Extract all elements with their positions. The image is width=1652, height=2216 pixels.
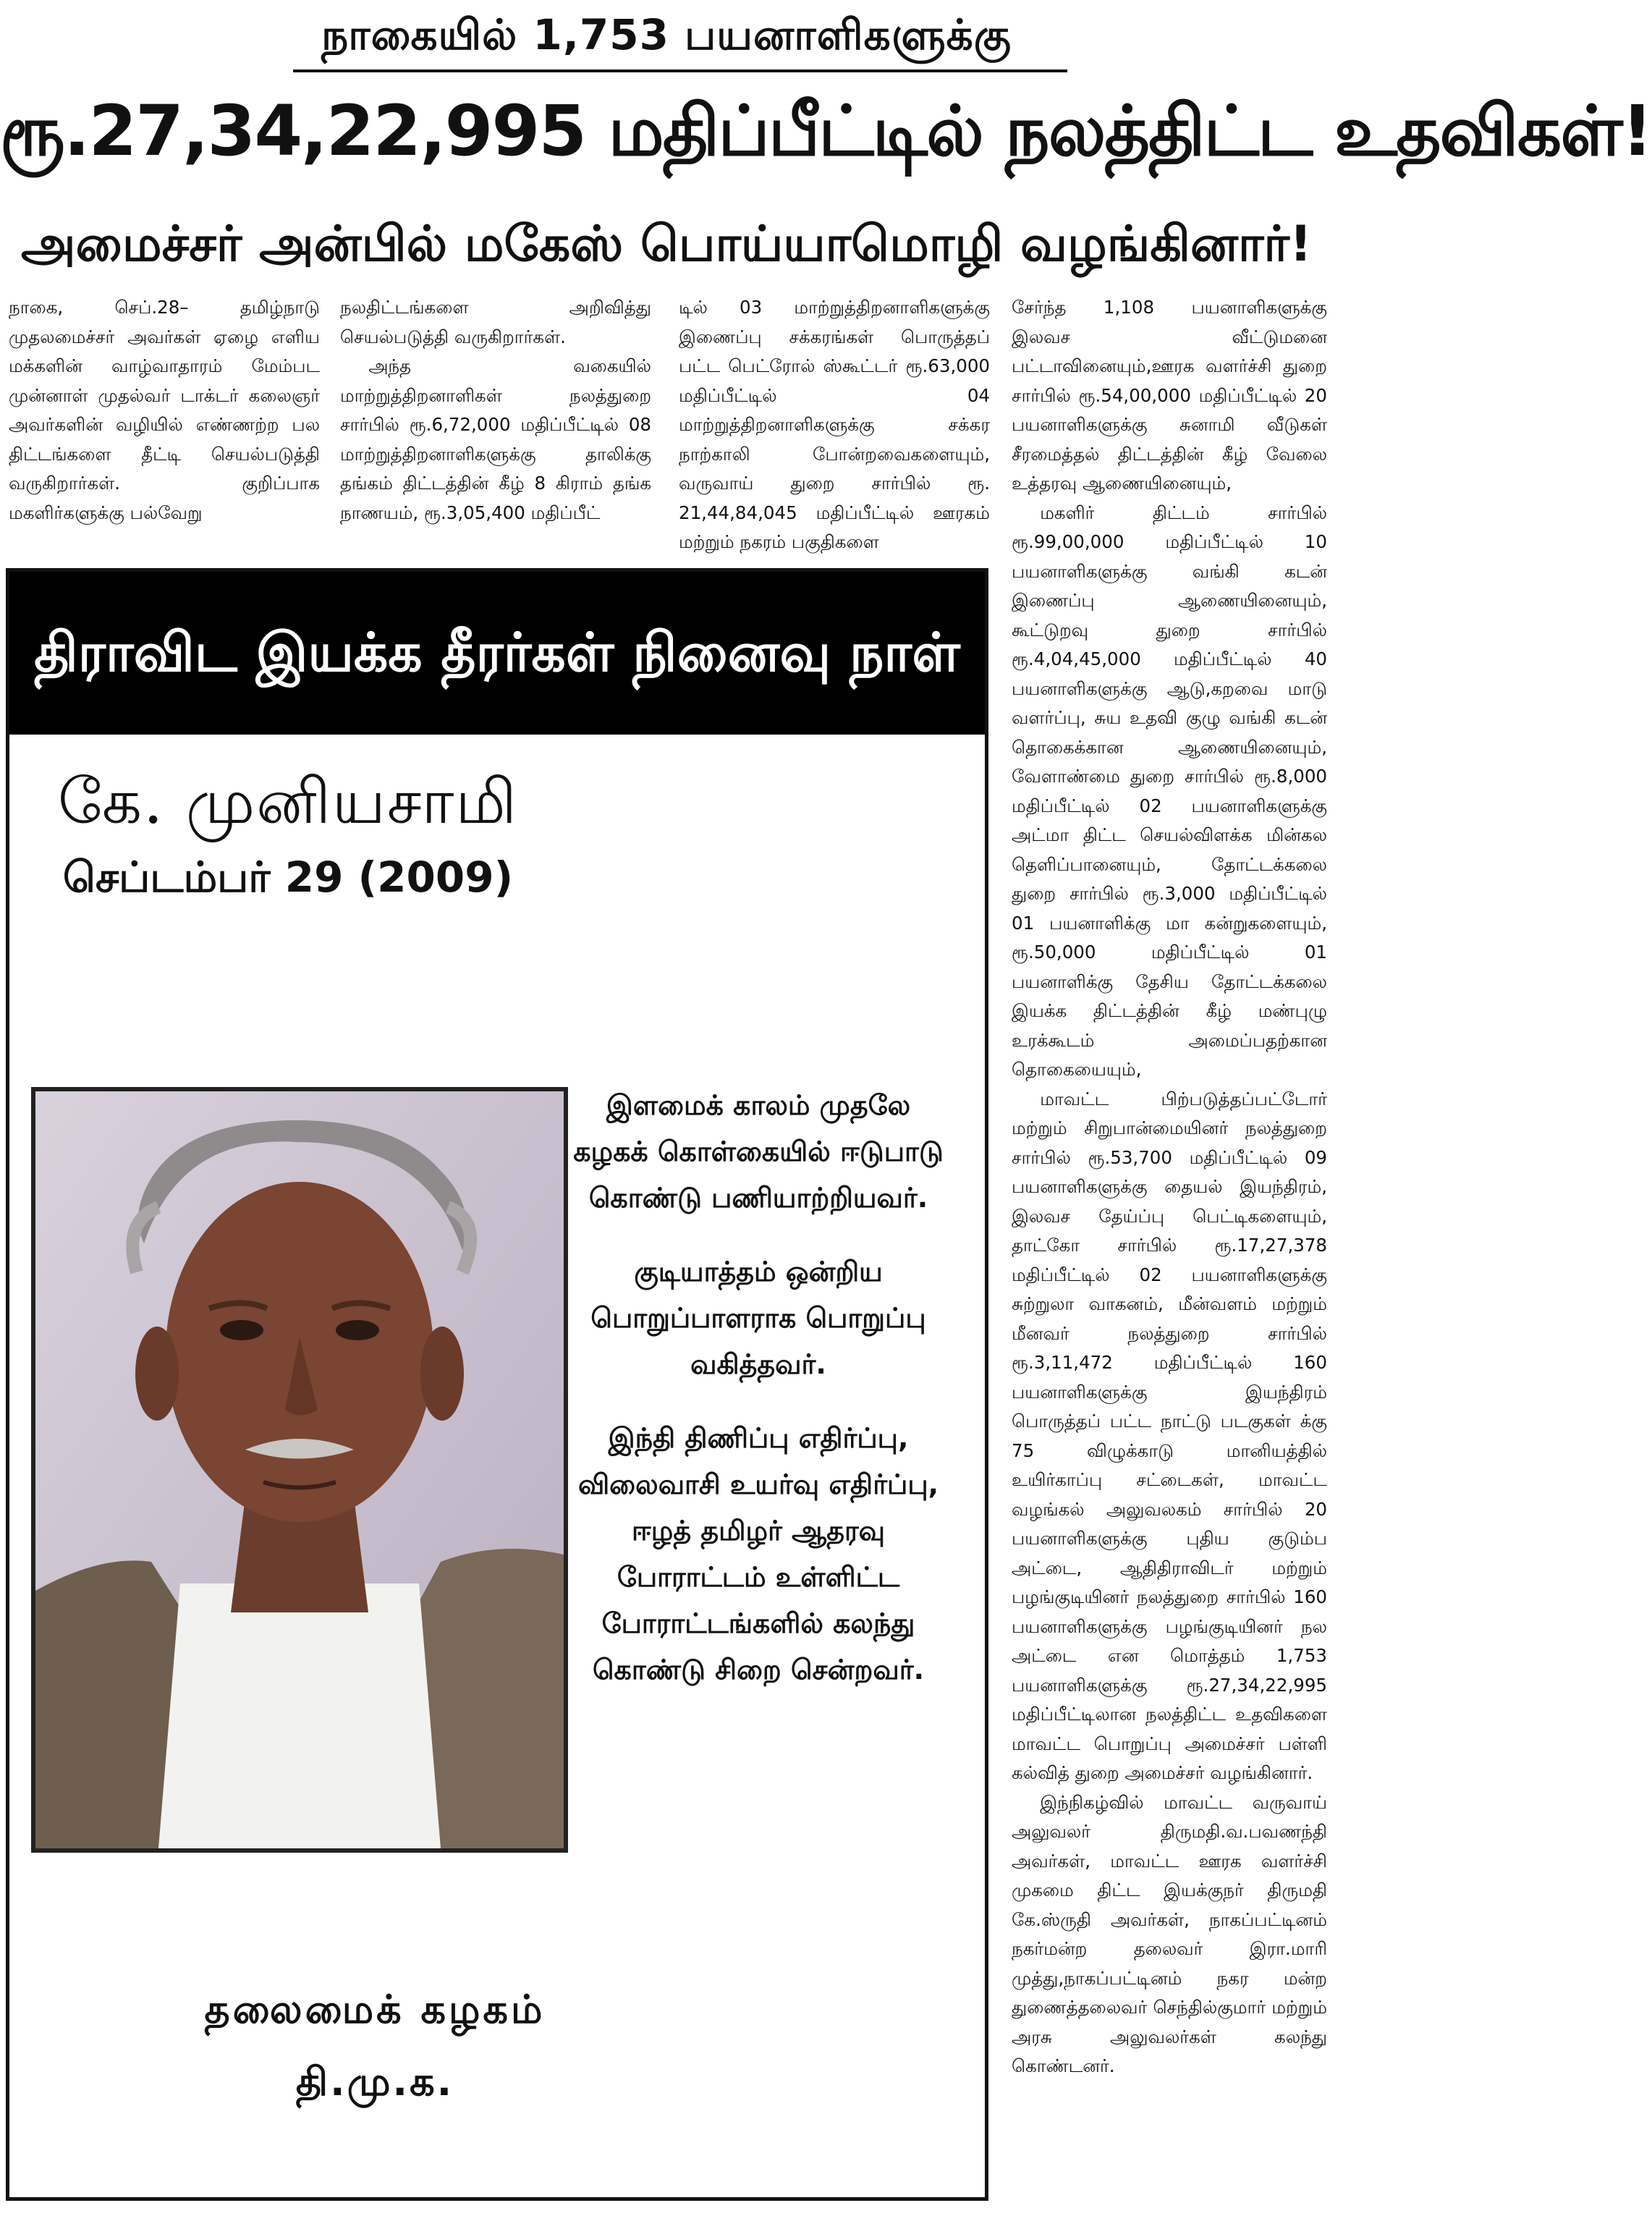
signature-organization: தலைமைக் கழகம் [204,1987,546,2032]
article-paragraph: நலதிட்டங்களை அறிவித்து செயல்படுத்தி வருகிறார்கள். [340,297,651,347]
signature-party: தி.மு.க. [295,2059,454,2105]
article-column-2 [340,293,651,528]
kicker-headline: நாகையில் 1,753 பயனாளிகளுக்கு [321,10,1012,59]
article-paragraph: டில் 03 மாற்றுத்திறனாளிகளுக்கு இணைப்பு சக்கரங்கள் பொருத்தப் பட்ட பெட்ரோல் ஸ்கூட்டர் ரூ.63,000 மதிப்பீட்டில் 04 மாற்றுத்திறனாளிகளுக்கு சக்கர நாற்காலி போன்றவைகளையும், வருவாய் துறை சார்பில் ரூ. 21,44,84,045 மதிப்பீட்டில் ஊரகம் மற்றும் நகரம் பகுதிகளை [679,297,990,552]
article-paragraph: நாகை, செப்.28– தமிழ்நாடு முதலமைச்சர் அவர்கள் ஏழை எளிய மக்களின் வாழ்வாதாரம் மேம்பட முன்னாள் முதல்வர் டாக்டர் கலைஞர் அவர்களின் வழியில் எண்ணற்ற பல திட்டங்களை தீட்டி செயல்படுத்தி வருகிறார்கள். குறிப்பாக மகளிர்களுக்கு பல்வேறு [9,297,320,523]
article-column-3 [679,293,990,557]
bio-paragraph: இந்தி திணிப்பு எதிர்ப்பு, விலைவாசி உயர்வு எதிர்ப்பு, ஈழத் தமிழர் ஆதரவு போராட்டம் உள்ளிட்ட போராட்டங்களில் கலந்து கொண்டு சிறை சென்றவர். [577,1422,939,1686]
memorial-bio [570,1082,946,1720]
portrait-photo [31,1087,568,1853]
bio-paragraph: குடியாத்தம் ஒன்றிய பொறுப்பாளராக பொறுப்பு வகித்தவர். [590,1256,926,1380]
bio-paragraph: இளமைக் காலம் முதலே கழகக் கொள்கையில் ஈடுபாடு கொண்டு பணியாற்றியவர். [573,1089,944,1214]
article-paragraph: இந்நிகழ்வில் மாவட்ட வருவாய் அலுவலர் திருமதி.வ.பவணந்தி அவர்கள், மாவட்ட ஊரக வளர்ச்சி முகமை திட்ட இயக்குநர் திருமதி கே.ஸ்ருதி அவர்கள், நாகப்பட்டினம் நகர்மன்ற தலைவர் இரா.மாரி முத்து,நாகப்பட்டினம் நகர மன்ற துணைத்தலைவர் செந்தில்குமார் மற்றும் அரசு அலுவலர்கள் கலந்து கொண்டனர். [1012,1791,1327,2076]
memorial-person-name: கே. முனியசாமி [57,766,519,838]
sub-headline: அமைச்சர் அன்பில் மகேஸ் பொய்யாமொழி வழங்கினார்! [20,216,1313,273]
memorial-notice [6,568,988,2201]
article-column-1 [9,293,320,528]
main-headline: ரூ.27,34,22,995 மதிப்பீட்டில் நலத்திட்ட உதவிகள்! [0,90,1652,172]
article-column-4 [1012,293,1327,2081]
article-paragraph: சேர்ந்த 1,108 பயனாளிகளுக்கு இலவச வீட்டுமனை பட்டாவினையும்,ஊரக வளர்ச்சி துறை சார்பில் ரூ.54,00,000 மதிப்பீட்டில் 20 பயனாளிகளுக்கு சுனாமி வீடுகள் சீரமைத்தல் திட்டத்தின் கீழ் வேலை உத்தரவு ஆணையினையும், [1012,297,1327,494]
kicker-underline [293,69,1067,72]
portrait-illustration [35,1091,564,1848]
article-paragraph: மகளிர் திட்டம் சார்பில் ரூ.99,00,000 மதிப்பீட்டில் 10 பயனாளிகளுக்கு வங்கி கடன் இணைப்பு ஆணையினையும், கூட்டுறவு துறை சார்பில் ரூ.4,04,45,000 மதிப்பீட்டில் 40 பயனாளிகளுக்கு ஆடு,கறவை மாடு வளர்ப்பு, சுய உதவி குழு வங்கி கடன் தொகைக்கான ஆணையினையும், வேளாண்மை துறை சார்பில் ரூ.8,000 மதிப்பீட்டில் 02 பயனாளிகளுக்கு அட்மா திட்ட செயல்விளக்க மின்கல தெளிப்பானையும், தோட்டக்கலை துறை சார்பில் ரூ.3,000 மதிப்பீட்டில் 01 பயனாளிக்கு மா கன்றுகளையும், ரூ.50,000 மதிப்பீட்டில் 01 பயனாளிக்கு தேசிய தோட்டக்கலை இயக்க திட்டத்தின் கீழ் மண்புழு உரக்கூடம் அமைப்பதற்கான தொகையையும், [1012,502,1327,1080]
memorial-banner-title: திராவிட இயக்க தீரர்கள் நினைவு நாள் [9,572,985,735]
memorial-date: செப்டம்பர் 29 (2009) [62,853,514,902]
article-paragraph: மாவட்ட பிற்படுத்தப்பட்டோர் மற்றும் சிறுபான்மையினர் நலத்துறை சார்பில் ரூ.53,700 மதிப்பீட்டில் 09 பயனாளிகளுக்கு தையல் இயந்திரம், இலவச தேய்ப்பு பெட்டிகளையும், தாட்கோ சார்பில் ரூ.17,27,378 மதிப்பீட்டில் 02 பயனாளிகளுக்கு சுற்றுலா வாகனம், மீன்வளம் மற்றும் மீனவர் நலத்துறை சார்பில் ரூ.3,11,472 மதிப்பீட்டில் 160 பயனாளிகளுக்கு இயந்திரம் பொருத்தப் பட்ட நாட்டு படகுகள் க்கு 75 விழுக்காடு மானியத்தில் உயிர்காப்பு சட்டைகள், மாவட்ட வழங்கல் அலுவலகம் சார்பில் 20 பயனாளிகளுக்கு புதிய குடும்ப அட்டை, ஆதிதிராவிடர் மற்றும் பழங்குடியினர் நலத்துறை சார்பில் 160 பயனாளிகளுக்கு பழங்குடியினர் நல அட்டை என மொத்தம் 1,753 பயனாளிகளுக்கு ரூ.27,34,22,995 மதிப்பீட்டிலான நலத்திட்ட உதவிகளை மாவட்ட பொறுப்பு அமைச்சர் பள்ளி கல்வித் துறை அமைச்சர் வழங்கினார். [1012,1088,1327,1783]
article-paragraph: அந்த வகையில் மாற்றுத்திறனாளிகள் நலத்துறை சார்பில் ரூ.6,72,000 மதிப்பீட்டில் 08 மாற்றுத்திறனாளிகளுக்கு தாலிக்கு தங்கம் திட்டத்தின் கீழ் 8 கிராம் தங்க நாணயம், ரூ.3,05,400 மதிப்பீட் [340,355,651,523]
